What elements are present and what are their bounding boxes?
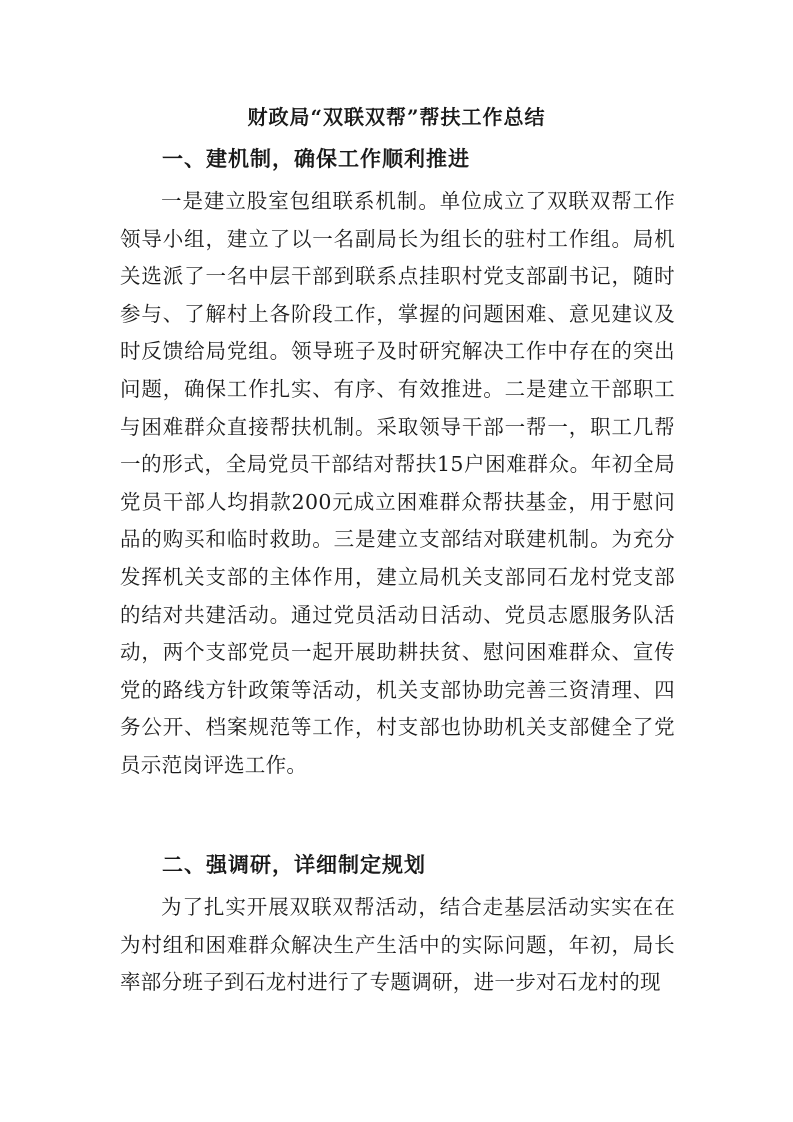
- section-heading-2: 二、强调研，详细制定规划: [162, 852, 426, 877]
- document-title: 财政局“双联双帮”帮扶工作总结: [247, 105, 546, 129]
- section-paragraph-2: 为了扎实开展双联双帮活动，结合走基层活动实实在在为村组和困难群众解决生产生活中的实际问题，年初，局长率部分班子到石龙村进行了专题调研，进一步对石龙村的现: [120, 895, 675, 995]
- section-paragraph-1: 一是建立股室包组联系机制。单位成立了双联双帮工作领导小组，建立了以一名副局长为组长的驻村工作组。局机关选派了一名中层干部到联系点挂职村党支部副书记，随时参与、了解村上各阶段工作，掌握的问题困难、意见建议及时反馈给局党组。领导班子及时研究解决工作中存在的突出问题，确保工作扎实、有序、有效推进。二是建立干部职工与困难群众直接帮扶机制。采取领导干部一帮一，职工几帮一的形式，全局党员干部结对帮扶15户困难群众。年初全局党员干部人均捐款200元成立困难群众帮扶基金，用于慰问品的购买和临时救助。三是建立支部结对联建机制。为充分发挥机关支部的主体作用，建立局机关支部同石龙村党支部的结对共建活动。通过党员活动日活动、党员志愿服务队活动，两个支部党员一起开展助耕扶贫、慰问困难群众、宣传党的路线方针政策等活动，机关支部协助完善三资清理、四务公开、档案规范等工作，村支部也协助机关支部健全了党员示范岗评选工作。: [120, 189, 675, 777]
- section-heading-1: 一、建机制，确保工作顺利推进: [162, 146, 470, 171]
